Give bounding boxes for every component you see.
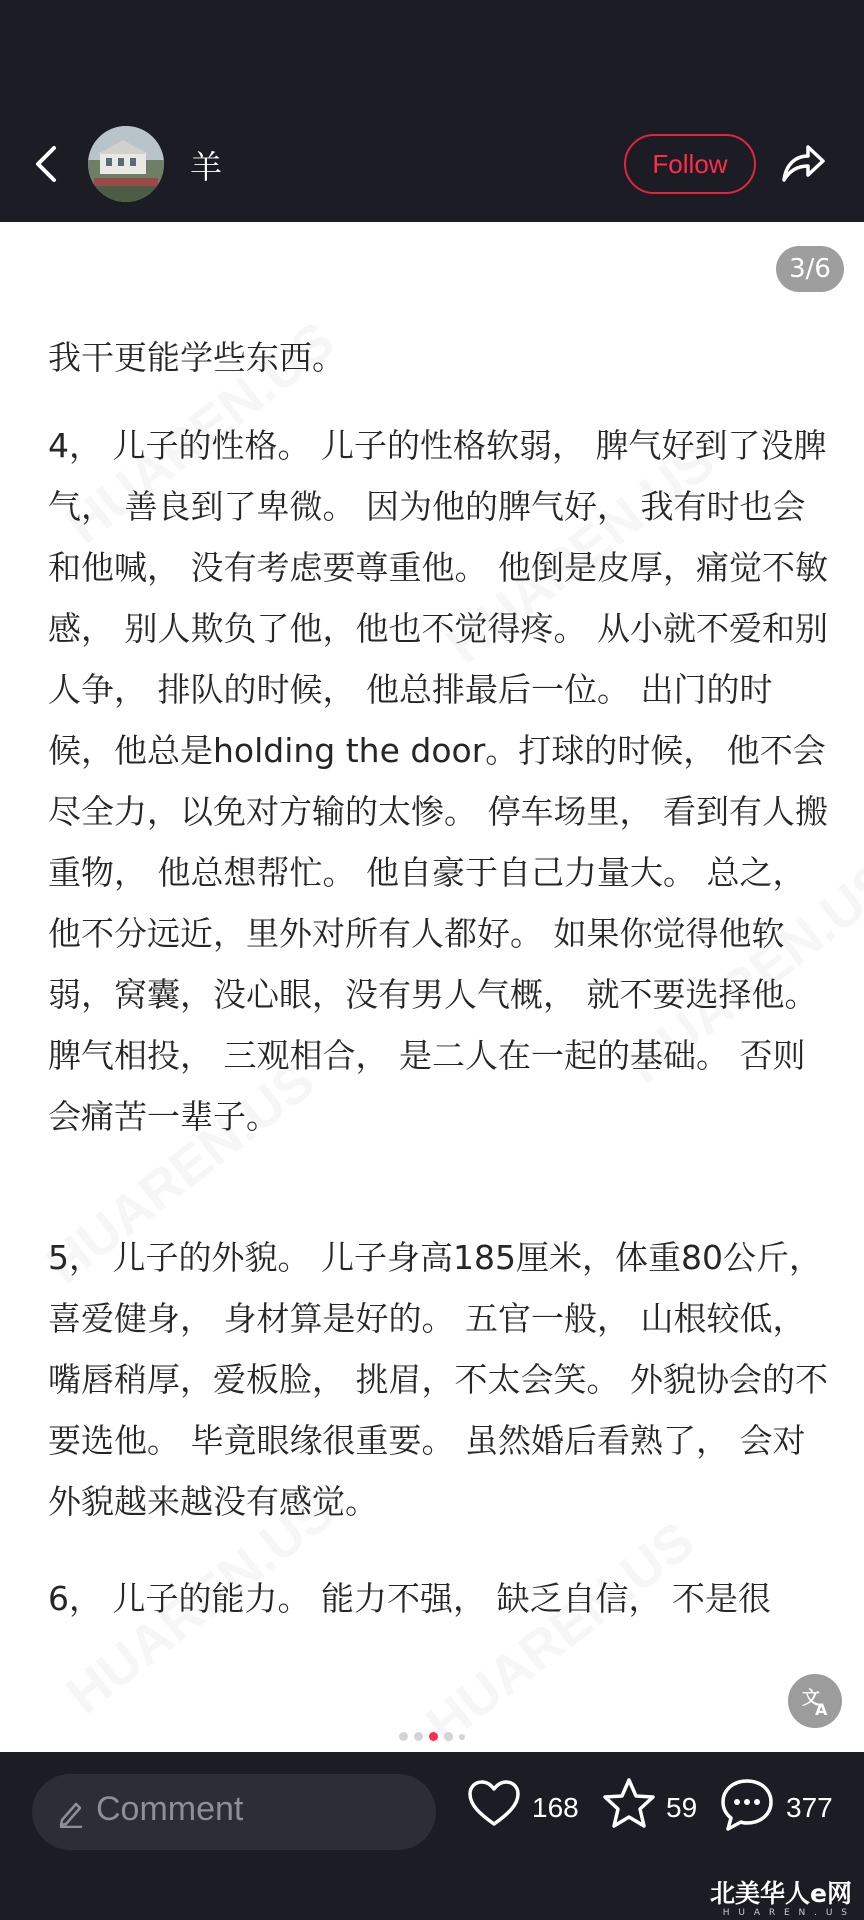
heart-icon	[466, 1776, 522, 1832]
translate-icon	[788, 1674, 842, 1728]
carousel-dots	[0, 1732, 864, 1744]
carousel-dot	[399, 1732, 408, 1741]
paragraph: 4， 儿子的性格。 儿子的性格软弱， 脾气好到了没脾气， 善良到了卑微。 因为他的脾气好， 我有时也会和他喊， 没有考虑要尊重他。 他倒是皮厚，痛觉不敏感， 别人欺负了他，他也不觉得疼。 从小就不爱和别人争， 排队的时候， 他总排最后一位。 出门的时候，他总是holding the door。打球的时候， 他不会尽全力，以免对方输的太惨。 停车场里， 看到有人搬重物， 他总想帮忙。 他自豪于自己力量大。 总之，他不分远近，里外对所有人都好。 如果你觉得他软弱，窝囊，没心眼，没有男人气概， 就不要选择他。 脾气相投， 三观相合， 是二人在一起的基础。 否则会痛苦一辈子。	[48, 426, 828, 1136]
paragraph: 5， 儿子的外貌。 儿子身高185厘米，体重80公斤，喜爱健身， 身材算是好的。 五官一般， 山根较低， 嘴唇稍厚，爱板脸， 挑眉，不太会笑。 外貌协会的不要选他。 毕竟眼缘很重要。 虽然婚后看熟了， 会对外貌越来越没有感觉。	[48, 1238, 828, 1521]
brand-logo: 北美华人e网	[710, 1879, 852, 1908]
comment-bubble-icon	[718, 1776, 776, 1834]
back-icon[interactable]	[26, 140, 66, 188]
like-count: 168	[532, 1792, 579, 1823]
favorite-button[interactable]	[600, 1776, 710, 1846]
carousel-dot	[414, 1732, 423, 1741]
watermark	[415, 1510, 706, 1752]
carousel-dot	[459, 1734, 465, 1740]
brand-domain: H U A R E N . U S	[722, 1908, 850, 1918]
post-header	[0, 0, 864, 222]
comment-count: 377	[786, 1792, 833, 1823]
paragraph: 我干更能学些东西。	[48, 338, 345, 377]
carousel-dot	[444, 1732, 453, 1741]
star-icon	[600, 1776, 658, 1832]
paragraph: 6， 儿子的能力。 能力不强， 缺乏自信， 不是很	[48, 1579, 771, 1618]
comment-input[interactable]	[32, 1774, 436, 1850]
comment-placeholder: Comment	[96, 1790, 244, 1828]
post-content	[0, 222, 864, 1752]
like-button[interactable]	[466, 1776, 586, 1846]
follow-button[interactable]: Follow	[624, 134, 756, 194]
username[interactable]: 羊	[190, 148, 223, 186]
translate-button[interactable]	[788, 1674, 842, 1728]
share-icon[interactable]	[778, 140, 828, 186]
comments-button[interactable]	[718, 1776, 858, 1846]
bottom-bar	[0, 1752, 864, 1920]
favorite-count: 59	[666, 1792, 698, 1823]
carousel-dot	[429, 1732, 438, 1741]
page-indicator: 3/6	[776, 246, 844, 292]
svg-text:文: 文	[802, 1688, 820, 1709]
svg-text:A: A	[815, 1700, 828, 1719]
avatar[interactable]	[88, 126, 164, 202]
pencil-icon	[56, 1796, 86, 1828]
